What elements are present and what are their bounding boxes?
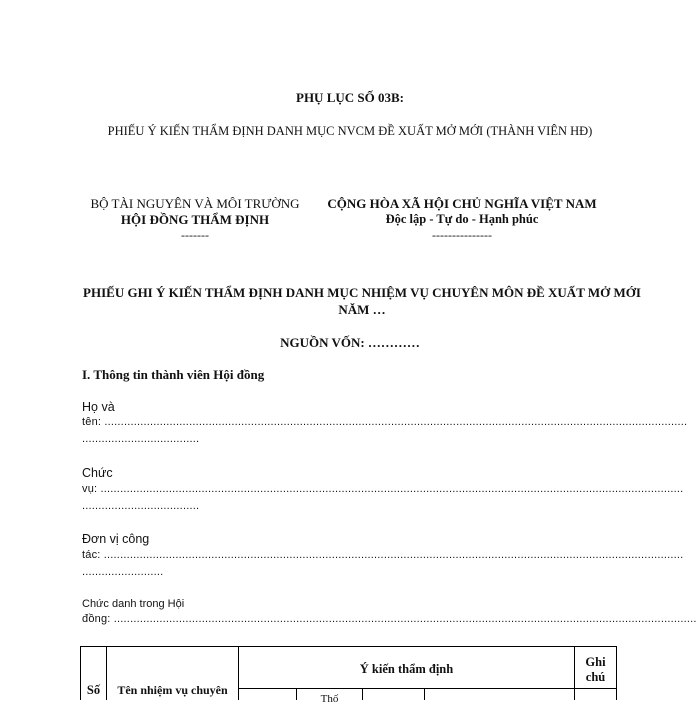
appendix-title: PHỤ LỤC SỐ 03B:: [296, 90, 404, 105]
table-border-right: [616, 646, 617, 700]
unit-field-label: Đơn vị công: [82, 532, 150, 546]
funding-source: NGUỒN VỐN: …………: [280, 335, 420, 350]
right-divider-dashes: ---------------: [432, 228, 492, 242]
national-motto: Độc lập - Tự do - Hạnh phúc: [385, 212, 539, 226]
table-col-divider: [362, 688, 363, 700]
name-field-line: tên: ...................................................................................................................................................................................: [82, 416, 688, 428]
main-title: PHIẾU GHI Ý KIẾN THẨM ĐỊNH DANH MỤC NHIỆM VỤ CHUYÊN MÔN ĐỀ XUẤT MỞ MỚI NĂM …: [83, 285, 641, 317]
table-col-divider: [424, 688, 425, 700]
republic-name: CỘNG HÒA XÃ HỘI CHỦ NGHĨA VIỆT NAM: [327, 196, 597, 211]
table-subheader-partial: Thố: [320, 693, 339, 705]
ministry-name: BỘ TÀI NGUYÊN VÀ MÔI TRƯỜNG: [90, 196, 300, 211]
table-subheader-line: [238, 688, 617, 689]
role-field-line: đồng: ...................................................................................................................................................................................: [82, 613, 697, 625]
table-header-number: Số: [86, 683, 101, 697]
table-header-opinion: Ý kiến thẩm định: [359, 662, 454, 676]
table-header-note: Ghi: [585, 655, 606, 669]
table-header-task-name: Tên nhiệm vụ chuyên: [117, 683, 228, 697]
form-subtitle: PHIẾU Ý KIẾN THẨM ĐỊNH DANH MỤC NVCM ĐỀ XUẤT MỞ MỚI (THÀNH VIÊN HĐ): [107, 124, 593, 138]
role-field-label: Chức danh trong Hội: [82, 598, 185, 610]
council-name: HỘI ĐỒNG THẨM ĐỊNH: [120, 212, 270, 227]
table-header-note: chú: [585, 670, 606, 684]
name-field-label: Họ và: [82, 400, 115, 414]
position-field-line-continued: ....................................: [82, 500, 200, 512]
unit-field-line: tác: ..................................................................................................................................................................................: [82, 549, 684, 561]
position-field-line: vụ: ...................................................................................................................................................................................: [82, 483, 684, 495]
unit-field-line-continued: .........................: [82, 566, 164, 578]
section-heading: I. Thông tin thành viên Hội đồng: [82, 367, 265, 382]
position-field-label: Chức: [82, 466, 113, 480]
name-field-line-continued: ....................................: [82, 433, 200, 445]
table-border-top: [80, 646, 617, 647]
left-divider-dashes: -------: [181, 228, 209, 242]
